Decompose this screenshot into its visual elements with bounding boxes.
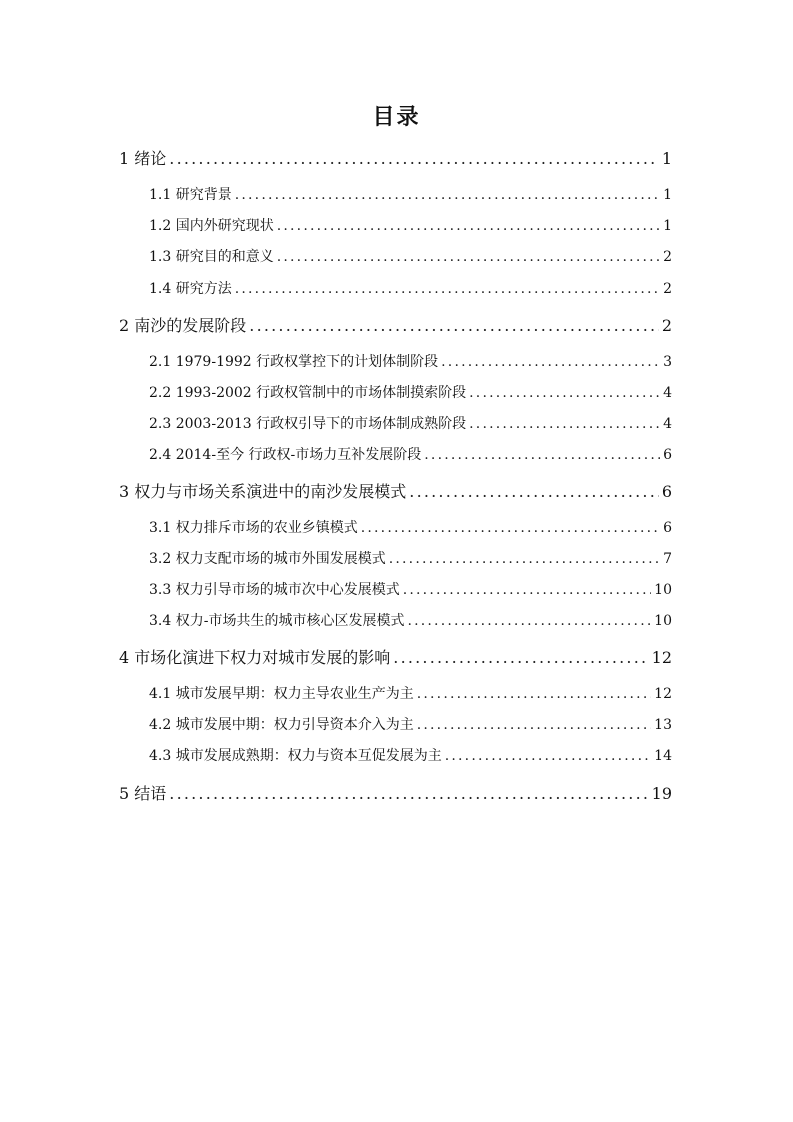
toc-entry-label: 2.2 1993-2002 行政权管制中的市场体制摸索阶段 — [149, 385, 467, 401]
toc-page-number: 10 — [654, 613, 672, 629]
toc-page-number: 1 — [661, 149, 672, 168]
toc-entry-chapter[interactable] — [119, 784, 672, 804]
toc-entry-label: 2 南沙的发展阶段 — [119, 316, 247, 335]
toc-entry-chapter[interactable] — [119, 149, 672, 169]
toc-entry-section[interactable] — [149, 611, 672, 631]
toc-page-number: 6 — [663, 447, 672, 463]
dot-leader — [445, 746, 651, 766]
toc-entry-chapter[interactable] — [119, 482, 672, 502]
toc-entry-label: 4.3 城市发展成熟期：权力与资本互促发展为主 — [149, 748, 442, 764]
toc-page-number: 6 — [663, 520, 672, 536]
toc-entry-section[interactable] — [149, 746, 672, 766]
toc-page-number: 3 — [663, 354, 672, 370]
toc-entry-section[interactable] — [149, 216, 672, 236]
toc-page-number: 12 — [651, 648, 672, 667]
toc-entry-section[interactable] — [149, 185, 672, 205]
dot-leader — [235, 185, 660, 205]
toc-entry-label: 4.1 城市发展早期：权力主导农业生产为主 — [149, 686, 414, 702]
dot-leader — [277, 247, 660, 267]
toc-entry-section[interactable] — [149, 445, 672, 465]
toc-page-number: 19 — [651, 784, 672, 803]
dot-leader — [277, 216, 660, 236]
toc-page-number: 1 — [663, 218, 672, 234]
toc-entry-label: 4 市场化演进下权力对城市发展的影响 — [119, 648, 391, 667]
toc-title: 目录 — [372, 104, 421, 130]
toc-entry-section[interactable] — [149, 580, 672, 600]
dot-leader — [389, 549, 660, 569]
toc-entry-section[interactable] — [149, 352, 672, 372]
dot-leader — [424, 445, 660, 465]
toc-entry-section[interactable] — [149, 684, 672, 704]
toc-entry-label: 5 结语 — [119, 784, 167, 803]
toc-page-number: 6 — [661, 482, 672, 501]
toc-entry-section[interactable] — [149, 549, 672, 569]
dot-leader — [169, 784, 648, 804]
toc-entry-label: 2.1 1979-1992 行政权掌控下的计划体制阶段 — [149, 354, 439, 370]
toc-entry-label: 1.4 研究方法 — [149, 281, 232, 297]
dot-leader — [469, 414, 660, 434]
toc-entry-chapter[interactable] — [119, 316, 672, 336]
dot-leader — [417, 715, 651, 735]
toc-page-number: 4 — [663, 385, 672, 401]
toc-page-number: 2 — [663, 281, 672, 297]
dot-leader — [407, 611, 651, 631]
dot-leader — [361, 518, 660, 538]
toc-page-number: 7 — [663, 551, 672, 567]
toc-page-number: 13 — [654, 717, 672, 733]
toc-entry-section[interactable] — [149, 279, 672, 299]
toc-entry-section[interactable] — [149, 518, 672, 538]
toc-entry-section[interactable] — [149, 383, 672, 403]
dot-leader — [469, 383, 660, 403]
toc-entry-chapter[interactable] — [119, 648, 672, 668]
toc-entry-section[interactable] — [149, 414, 672, 434]
toc-entry-label: 1.2 国内外研究现状 — [149, 218, 274, 234]
toc-page-number: 2 — [663, 249, 672, 265]
toc-entry-label: 2.3 2003-2013 行政权引导下的市场体制成熟阶段 — [149, 416, 467, 432]
dot-leader — [169, 149, 659, 169]
toc-page-number: 12 — [654, 686, 672, 702]
dot-leader — [417, 684, 651, 704]
toc-entry-label: 2.4 2014-至今 行政权-市场力互补发展阶段 — [149, 447, 422, 463]
dot-leader — [393, 648, 648, 668]
toc-entry-label: 1 绪论 — [119, 149, 167, 168]
dot-leader — [249, 316, 659, 336]
toc-entry-label: 1.3 研究目的和意义 — [149, 249, 274, 265]
toc-entry-label: 3.2 权力支配市场的城市外围发展模式 — [149, 551, 386, 567]
dot-leader — [235, 279, 660, 299]
toc-entry-label: 3.1 权力排斥市场的农业乡镇模式 — [149, 520, 358, 536]
dot-leader — [403, 580, 651, 600]
dot-leader — [409, 482, 659, 502]
toc-entry-section[interactable] — [149, 247, 672, 267]
toc-page-number: 2 — [661, 316, 672, 335]
toc-entry-label: 3.4 权力-市场共生的城市核心区发展模式 — [149, 613, 405, 629]
toc-page-number: 10 — [654, 582, 672, 598]
toc-entry-label: 3 权力与市场关系演进中的南沙发展模式 — [119, 482, 407, 501]
toc-page-number: 1 — [663, 187, 672, 203]
toc-entry-label: 3.3 权力引导市场的城市次中心发展模式 — [149, 582, 400, 598]
toc-entry-label: 4.2 城市发展中期：权力引导资本介入为主 — [149, 717, 414, 733]
toc-entry-section[interactable] — [149, 715, 672, 735]
toc-page-number: 4 — [663, 416, 672, 432]
dot-leader — [441, 352, 660, 372]
toc-page-number: 14 — [654, 748, 672, 764]
toc-entry-label: 1.1 研究背景 — [149, 187, 232, 203]
